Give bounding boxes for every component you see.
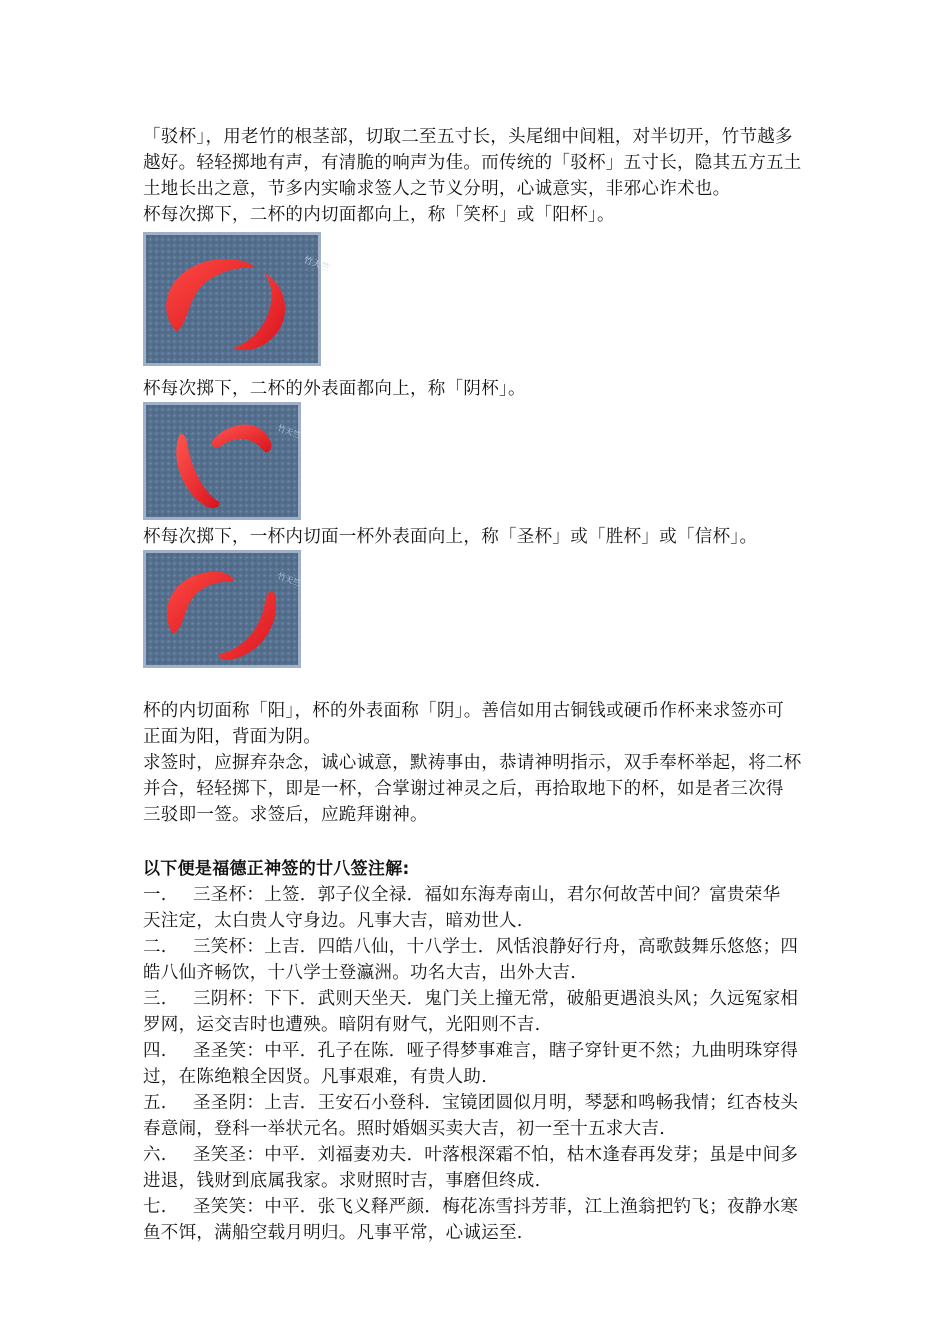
item-number: 五. xyxy=(143,1093,167,1113)
item-text: 春意闹，登科一举状元名。照时婚姻买卖大吉，初一至十五求大吉. xyxy=(143,1119,666,1139)
fig2-caption: 杯每次掷下，二杯的外表面都向上，称「阴杯」。 xyxy=(143,379,526,399)
procedure-line-1: 求签时，应摒弃杂念，诚心诚意，默祷事由，恭请神明指示，双手奉杯举起，将二杯 xyxy=(143,753,802,773)
yinyang-line-2: 正面为阳，背面为阴。 xyxy=(143,727,321,747)
shengbei-photo xyxy=(143,550,301,668)
item-number: 三. xyxy=(143,989,167,1009)
item-text: 天注定，太白贵人守身边。凡事大吉，暗劝世人. xyxy=(143,911,523,931)
spacer xyxy=(143,828,813,856)
item-number: 六. xyxy=(143,1145,167,1165)
item-text: 过，在陈绝粮全因贤。凡事艰难，有贵人助. xyxy=(143,1067,488,1087)
list-item xyxy=(143,1194,813,1246)
item-text: 三圣杯：上签．郭子仪全禄．福如东海寿南山，君尔何故苦中间？富贵荣华 xyxy=(193,885,781,905)
spacer xyxy=(143,672,813,698)
document-page xyxy=(143,124,813,1246)
xiaobei-photo xyxy=(143,232,331,366)
watermark-stamp: 竹天竺 xyxy=(276,571,302,589)
item-number: 一. xyxy=(143,885,167,905)
item-text: 圣笑笑：中平．张飞义释严颜．梅花冻雪抖芳菲，江上渔翁把钓飞；夜静水寒 xyxy=(193,1197,799,1217)
watermark-stamp: 竹天竺 xyxy=(301,255,331,275)
item-text: 进退，钱财到底属我家。求财照时吉，事磨但终成. xyxy=(143,1171,541,1191)
item-text: 圣笑圣：中平．刘福妻劝夫．叶落根深霜不怕，枯木逢春再发芽；虽是中间多 xyxy=(193,1145,799,1165)
item-text: 鱼不饵，满船空载月明归。凡事平常，心诚运至. xyxy=(143,1223,523,1243)
list-item xyxy=(143,1142,813,1194)
intro-line-3: 土地长出之意，节多内实喻求签人之节义分明，心诚意实，非邪心诈术也。 xyxy=(143,179,731,199)
list-item xyxy=(143,934,813,986)
item-text: 罗网，运交吉时也遭殃。暗阴有财气，光阳则不吉. xyxy=(143,1015,541,1035)
fig1-caption: 杯每次掷下，二杯的内切面都向上，称「笑杯」或「阳杯」。 xyxy=(143,205,615,225)
section-heading: 以下便是福德正神签的廿八签注解: xyxy=(143,859,410,879)
watermark-stamp: 竹天竺 xyxy=(276,423,302,441)
procedure-line-2: 并合，轻轻掷下，即是一杯，合掌谢过神灵之后，再拾取地下的杯，如是者三次得 xyxy=(143,779,784,799)
intro-line-1: 「驳杯」，用老竹的根茎部，切取二至五寸长，头尾细中间粗，对半切开，竹节越多 xyxy=(143,127,793,147)
item-number: 七. xyxy=(143,1197,167,1217)
intro-line-2: 越好。轻轻掷地有声，有清脆的响声为佳。而传统的「驳杯」五寸长，隐其五方五土 xyxy=(143,153,802,173)
item-text: 皓八仙齐畅饮，十八学士登瀛洲。功名大吉，出外大吉. xyxy=(143,963,577,983)
list-item xyxy=(143,882,813,934)
list-item xyxy=(143,986,813,1038)
yinyang-line-1: 杯的内切面称「阳」，杯的外表面称「阴」。善信如用古铜钱或硬币作杯来求签亦可 xyxy=(143,701,785,721)
item-number: 二. xyxy=(143,937,167,957)
fig3-caption: 杯每次掷下，一杯内切面一杯外表面向上，称「圣杯」或「胜杯」或「信杯」。 xyxy=(143,527,758,547)
procedure-line-3: 三驳即一签。求签后，应跪拜谢神。 xyxy=(143,805,428,825)
item-text: 三笑杯：上吉．四皓八仙，十八学士．风恬浪静好行舟，高歌鼓舞乐悠悠；四 xyxy=(193,937,799,957)
list-item xyxy=(143,1038,813,1090)
item-text: 圣圣笑：中平．孔子在陈．哑子得梦事难言，瞎子穿针更不然；九曲明珠穿得 xyxy=(193,1041,799,1061)
item-text: 圣圣阴：上吉．王安石小登科．宝镜团圆似月明，琴瑟和鸣畅我情；红杏枝头 xyxy=(193,1093,799,1113)
item-text: 三阴杯：下下．武则天坐天．鬼门关上撞无常，破船更遇浪头风；久远冤家相 xyxy=(193,989,799,1009)
item-number: 四. xyxy=(143,1041,167,1061)
list-item xyxy=(143,1090,813,1142)
yinbei-photo xyxy=(143,402,301,520)
